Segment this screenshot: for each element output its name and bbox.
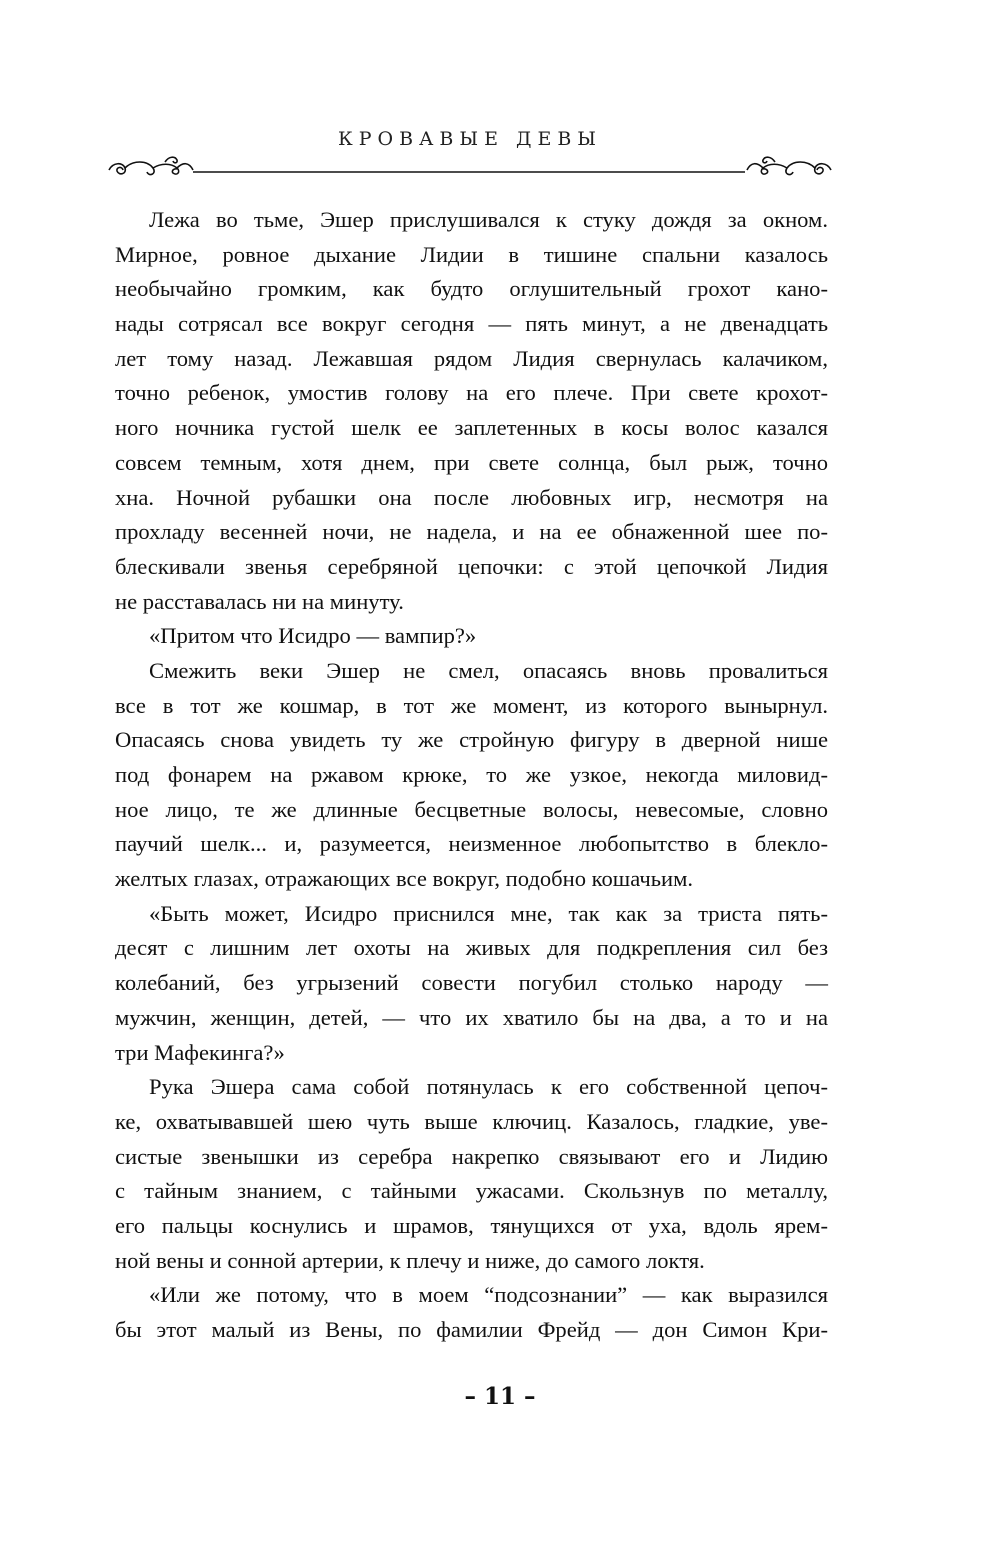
text-line: желтых глазах, отражающих все вокруг, подобно кошачьим.: [115, 866, 694, 892]
text-line: Смежить веки Эшер не смел, опасаясь вновь провалиться: [149, 657, 828, 683]
page-number: – 11 –: [464, 1383, 536, 1410]
text-line: точно ребенок, умостив голову на его плече. При свете крохот-: [115, 380, 828, 406]
text-line: бы этот малый из Вены, по фамилии Фрейд — дон Симон Кри-: [115, 1317, 828, 1342]
text-line: Опасаясь снова увидеть ту же стройную фигуру в дверной нише: [115, 727, 828, 753]
text-line: паучий шелк... и, разумеется, неизменное любопытство в блекло-: [115, 831, 828, 857]
text-line: «Или же потому, что в моем “подсознании” — как выразился: [149, 1282, 828, 1308]
text-line: блескивали звенья серебряной цепочки: с этой цепочкой Лидия: [115, 553, 828, 579]
text-line: нады сотрясал все вокруг сегодня — пять минут, а не двенадцать: [115, 311, 828, 337]
text-line: ное лицо, те же длинные бесцветные волосы, невесомые, словно: [115, 796, 828, 822]
text-line: Рука Эшера сама собой потянулась к его собственной цепоч-: [149, 1074, 828, 1100]
text-line: ного ночника густой шелк ее заплетенных в косы волос казался: [115, 415, 828, 441]
running-title: КРОВАВЫЕ ДЕВЫ: [338, 128, 602, 150]
text-line: не расставалась ни на минуту.: [115, 588, 404, 614]
text-line: «Быть может, Исидро приснился мне, так как за триста пять-: [149, 900, 828, 926]
body-text: [115, 203, 828, 1348]
text-line: под фонарем на ржавом крюке, то же узкое, некогда миловид-: [115, 762, 828, 787]
text-line: прохладу весенней ночи, не надела, и на ее обнаженной шее по-: [115, 519, 828, 545]
text-line: «Притом что Исидро — вампир?»: [149, 623, 477, 649]
text-line: хна. Ночной рубашки она после любовных игр, несмотря на: [115, 484, 828, 510]
header-rule: [105, 148, 835, 178]
text-line: ке, охватывавшей шею чуть выше ключиц. Казалось, гладкие, уве-: [115, 1108, 828, 1134]
text-line: колебаний, без угрызений совести погубил столько народу —: [115, 970, 828, 996]
text-line: его пальцы коснулись и шрамов, тянущихся от уха, вдоль ярем-: [115, 1212, 828, 1238]
running-header: [105, 128, 835, 178]
text-line: все в тот же кошмар, в тот же момент, из которого вынырнул.: [115, 692, 828, 718]
text-line: Мирное, ровное дыхание Лидии в тишине спальни казалось: [115, 241, 828, 267]
text-line: систые звенышки из серебра накрепко связывают его и Лидию: [115, 1143, 828, 1169]
text-line: с тайным знанием, с тайными ужасами. Скользнув по металлу,: [115, 1178, 828, 1204]
text-line: Лежа во тьме, Эшер прислушивался к стуку дождя за окном.: [149, 207, 828, 232]
text-line: необычайно громким, как будто оглушительный грохот кано-: [115, 276, 828, 302]
flourish-ornament-left-icon: [109, 157, 193, 174]
text-line: три Мафекинга?»: [115, 1039, 285, 1065]
text-line: ной вены и сонной артерии, к плечу и ниже, до самого локтя.: [115, 1247, 705, 1273]
text-line: десят с лишним лет охоты на живых для подкрепления сил без: [115, 935, 828, 961]
text-line: совсем темным, хотя днем, при свете солнца, был рыж, точно: [115, 449, 828, 475]
flourish-ornament-right-icon: [747, 157, 831, 174]
text-line: мужчин, женщин, детей, — что их хватило бы на два, а то и на: [115, 1004, 828, 1030]
text-line: лет тому назад. Лежавшая рядом Лидия свернулась калачиком,: [115, 345, 828, 371]
